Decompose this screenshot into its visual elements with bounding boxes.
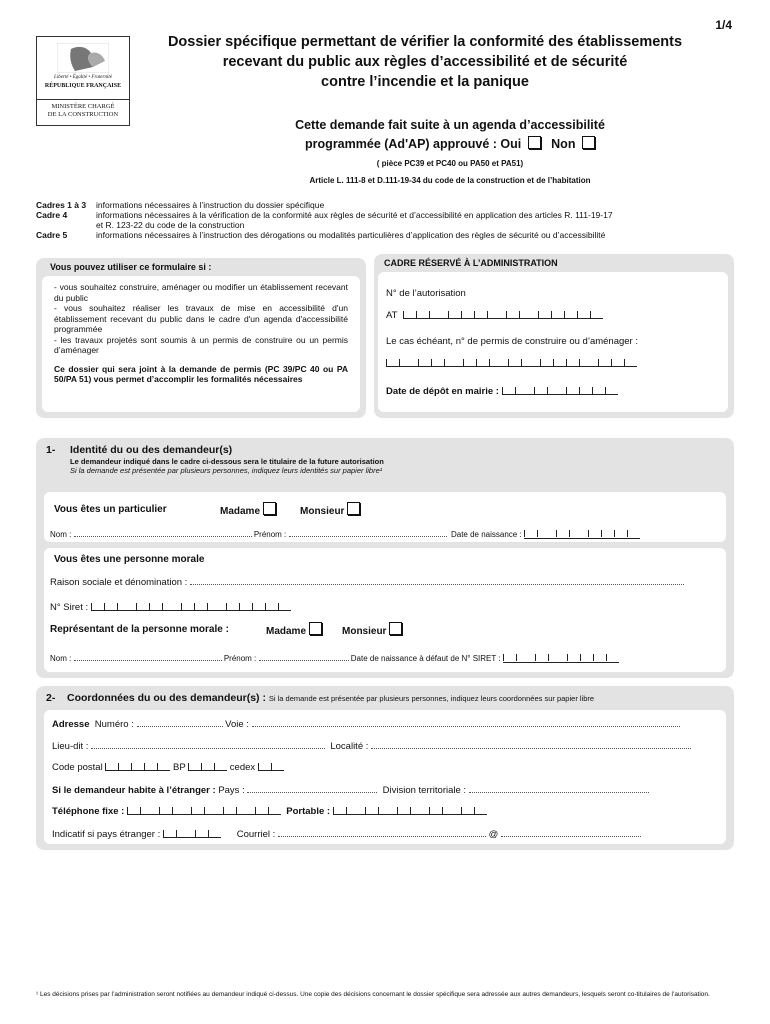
codepostal-field[interactable]: Code postal BP cedex: [52, 762, 284, 773]
usage-panel: [36, 258, 366, 418]
particulier-madame[interactable]: Madame: [220, 502, 276, 517]
particulier-label: Vous êtes un particulier: [54, 504, 167, 515]
article-reference: Article L. 111-8 et D.111-19-34 du code de la construction et de l’habitation: [309, 176, 591, 185]
adap-question: Cette demande fait suite à un agenda d’accessibilité programmée (Ad'AP) approuvé : Oui Non: [295, 118, 605, 151]
page-number: 1/4: [715, 18, 732, 32]
depot-field[interactable]: Date de dépôt en mairie :: [386, 386, 618, 397]
section1-sub2: Si la demande est présentée par plusieurs personnes, indiquez leurs identités sur papier libre¹: [70, 466, 383, 475]
logo-motto: Liberté • Égalité • Fraternité: [54, 75, 112, 80]
usage-item: - vous souhaitez réaliser les travaux de mise en accessibilité d'un établissement recevant du public dans le cadre d'un agenda d'accessibilité programmée: [54, 303, 348, 334]
particulier-monsieur[interactable]: Monsieur: [300, 502, 360, 517]
admin-header: CADRE RÉSERVÉ À L’ADMINISTRATION: [384, 258, 558, 268]
lieudit-field[interactable]: Lieu-dit : Localité :: [52, 740, 722, 752]
personne-morale-box: [44, 548, 726, 672]
autorisation-label: N° de l’autorisation: [386, 288, 466, 299]
particulier-box: [44, 492, 726, 542]
etranger-field[interactable]: Si le demandeur habite à l’étranger : Pays : Division territoriale :: [52, 784, 722, 796]
representant-fields[interactable]: Nom : Prénom : Date de naissance à défaut de N° SIRET :: [50, 652, 726, 663]
representant-madame[interactable]: Madame: [266, 622, 322, 637]
cadres-legend: Cadres 1 à 3 informations nécessaires à l’instruction du dossier spécifique Cadre 4 informations nécessaires à la vérification de la conformité aux règles de sécurité et d’accessibilité en application des articles R. 111-19-17 et R. 123-22 du code de la construction Cadre 5 informations nécessaires à l’instruction des dérogations ou modalités particulières d’application des règles de sécurité ou d’accessibilité: [36, 200, 613, 240]
section1-title: Identité du ou des demandeur(s): [70, 444, 233, 456]
telephone-field[interactable]: Téléphone fixe : Portable :: [52, 806, 487, 817]
siret-field[interactable]: N° Siret :: [50, 602, 291, 613]
permis-label: Le cas échéant, n° de permis de construire ou d’aménager :: [386, 336, 639, 347]
usage-item: - vous souhaitez construire, aménager ou modifier un établissement recevant du public: [54, 282, 348, 303]
section2-header: 2- Coordonnées du ou des demandeur(s) : Si la demande est présentée par plusieurs personnes, indiquez leurs coordonnées sur papier libre: [46, 692, 595, 704]
logo-republic: RÉPUBLIQUE FRANÇAISE: [44, 83, 122, 89]
permis-field[interactable]: [386, 358, 637, 369]
section-coordonnees: [36, 686, 734, 850]
courriel-field[interactable]: Indicatif si pays étranger : Courriel : @: [52, 828, 722, 840]
usage-header: Vous pouvez utiliser ce formulaire si :: [50, 262, 212, 272]
logo-ministry: MINISTÈRE CHARGÉ DE LA CONSTRUCTION: [47, 103, 119, 118]
adap-non-checkbox[interactable]: [582, 136, 595, 149]
republic-logo: [36, 36, 130, 126]
document-title: Dossier spécifique permettant de vérifier la conformité des établissements recevant du public aux règles d’accessibilité et de sécurité contre l’incendie et la panique: [167, 34, 683, 90]
footnote: ¹ Les décisions prises par l’administration seront notifiées au demandeur indiqué ci-dessus. Une copie des décisions concernant le dossier spécifique sera adressée aux autres demandeurs, lesquels seront co-titulaires de l’autorisation.: [36, 991, 710, 998]
admin-panel: [374, 254, 734, 418]
at-field[interactable]: AT: [386, 310, 603, 321]
adap-oui-checkbox[interactable]: [528, 136, 541, 149]
usage-item: - les travaux projetés sont soumis à un permis de construire ou un permis d’aménager: [54, 334, 348, 355]
section-identite: [36, 438, 734, 678]
particulier-fields[interactable]: Nom : Prénom : Date de naissance :: [50, 528, 726, 539]
marianne-icon: [57, 43, 109, 73]
representant-label: Représentant de la personne morale :: [50, 624, 229, 635]
section1-sub1: Le demandeur indiqué dans le cadre ci-dessous sera le titulaire de la future autorisation: [70, 457, 384, 466]
section1-number: 1-: [46, 444, 56, 456]
adresse-field[interactable]: Adresse Numéro : Voie :: [52, 718, 722, 730]
representant-monsieur[interactable]: Monsieur: [342, 622, 402, 637]
usage-note: Ce dossier qui sera joint à la demande de permis (PC 39/PC 40 ou PA 50/PA 51) vous permet d’accomplir les formalités nécessaires: [54, 363, 348, 384]
morale-label: Vous êtes une personne morale: [54, 554, 205, 565]
adap-pieces: ( pièce PC39 et PC40 ou PA50 et PA51): [376, 159, 524, 168]
raison-field[interactable]: Raison sociale et dénomination :: [50, 576, 720, 588]
